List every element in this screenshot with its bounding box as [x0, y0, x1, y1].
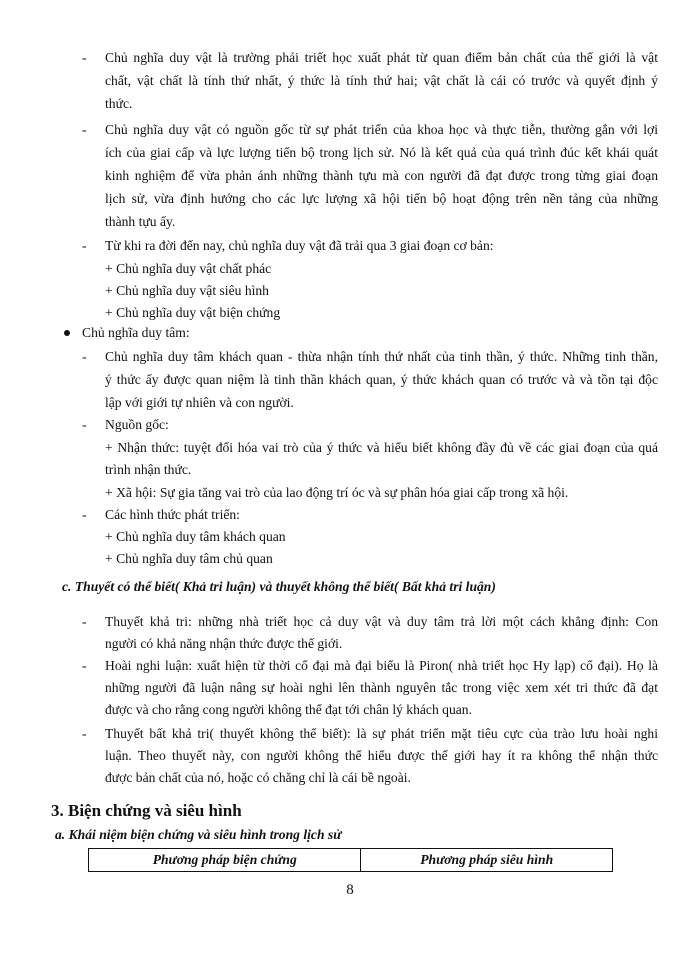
- text-line: ích của giai cấp và lực lượng tiến bộ trong lịch sử. Nó là kết quả của quá trình đúc kết khái quát: [105, 145, 658, 160]
- dash-marker: -: [82, 122, 87, 137]
- stage-item: + Chủ nghĩa duy vật biện chứng: [105, 305, 281, 320]
- text-line: Thuyết khả tri: những nhà triết học cả duy vật và duy tâm trả lời một cách khẳng định: Con: [105, 614, 658, 629]
- text-line: chất, vật chất là tính thứ nhất, ý thức là tính thứ hai; vật chất là cái có trước và quyết định ý: [105, 73, 658, 88]
- idealism-title: Chủ nghĩa duy tâm:: [82, 325, 190, 340]
- text-line: ý thức ấy được quan niệm là tinh thần khách quan, ý thức khách quan có trước và và tồn tại độc: [105, 372, 658, 387]
- text-line: Chủ nghĩa duy vật có nguồn gốc từ sự phát triển của khoa học và thực tiễn, thường gắn với lợi: [105, 122, 658, 137]
- form-item: + Chủ nghĩa duy tâm chủ quan: [105, 551, 273, 566]
- text-line: Chủ nghĩa duy tâm khách quan - thừa nhận tính thứ nhất của tinh thần, ý thức. Những tinh thần,: [105, 349, 658, 364]
- dash-marker: -: [82, 507, 87, 522]
- text-line: lập với giới tự nhiên và con người.: [105, 395, 294, 410]
- stage-item: + Chủ nghĩa duy vật chất phác: [105, 261, 272, 276]
- table-header-metaphysic: Phương pháp siêu hình: [361, 849, 613, 872]
- text-line: những người đã luận nâng sự hoài nghi lên thành nguyên tắc trong việc xem xét tri thức đã đạt: [105, 680, 658, 695]
- dash-marker: -: [82, 658, 87, 673]
- text-line: kinh nghiệm để vừa phản ánh những thành tựu mà con người đã đạt được trong từng giai đoạn: [105, 168, 658, 183]
- dash-marker: -: [82, 349, 87, 364]
- table-header-row: [89, 849, 613, 872]
- form-item: + Chủ nghĩa duy tâm khách quan: [105, 529, 286, 544]
- text-line: Chủ nghĩa duy vật là trường phái triết học xuất phát từ quan điểm bản chất của thế giới là vật: [105, 50, 658, 65]
- dash-marker: -: [82, 726, 87, 741]
- page-number: 8: [346, 882, 354, 898]
- dash-marker: -: [82, 614, 87, 629]
- text-line: được và cho rằng cong người không thể đạt tới chân lý khách quan.: [105, 702, 472, 717]
- text-line: Từ khi ra đời đến nay, chủ nghĩa duy vật đã trải qua 3 giai đoạn cơ bản:: [105, 238, 494, 253]
- dash-marker: -: [82, 238, 87, 253]
- stage-item: + Chủ nghĩa duy vật siêu hình: [105, 283, 269, 298]
- comparison-table: [88, 848, 613, 872]
- text-line: + Xã hội: Sự gia tăng vai trò của lao động trí óc và sự phân hóa giai cấp trong xã hội.: [105, 485, 569, 500]
- text-line: Hoài nghi luận: xuất hiện từ thời cổ đại mà đại biểu là Piron( nhà triết học Hy lạp) cổ đại). Họ là: [105, 658, 658, 673]
- text-line: lịch sử, vừa định hướng cho các lực lượng xã hội tiến bộ hoạt động trên nền tảng của những: [105, 191, 658, 206]
- dash-marker: -: [82, 417, 87, 432]
- text-line: người có khả năng nhận thức được thế giới.: [105, 636, 343, 651]
- section-3-heading: 3. Biện chứng và siêu hình: [51, 801, 242, 820]
- text-line: luận. Theo thuyết này, con người không thể hiểu được thế giới hay ít ra không thể nhận thức: [105, 748, 658, 763]
- text-line: thành tựu ấy.: [105, 214, 176, 229]
- text-line: Các hình thức phát triển:: [105, 507, 240, 522]
- table-header-dialectic: Phương pháp biện chứng: [89, 849, 361, 872]
- section-c-heading: c. Thuyết có thể biết( Khả tri luận) và thuyết không thể biết( Bất khả tri luận): [62, 579, 496, 594]
- dash-marker: -: [82, 50, 87, 65]
- text-line: Thuyết bất khả tri( thuyết không thể biết): là sự phát triển mặt tiêu cực của trào lưu hoài nghi: [105, 726, 658, 741]
- bullet-icon: [64, 330, 70, 336]
- text-line: thức.: [105, 96, 133, 111]
- section-3a-heading: a. Khái niệm biện chứng và siêu hình trong lịch sử: [55, 827, 342, 842]
- text-line: được bản chất của nó, hoặc có chăng chỉ là cái bề ngoài.: [105, 770, 411, 785]
- text-line: + Nhận thức: tuyệt đối hóa vai trò của ý thức và hiểu biết không đầy đủ về các giai đoạn của quá: [105, 440, 658, 455]
- text-line: trình nhận thức.: [105, 462, 192, 477]
- text-line: Nguồn gốc:: [105, 417, 169, 432]
